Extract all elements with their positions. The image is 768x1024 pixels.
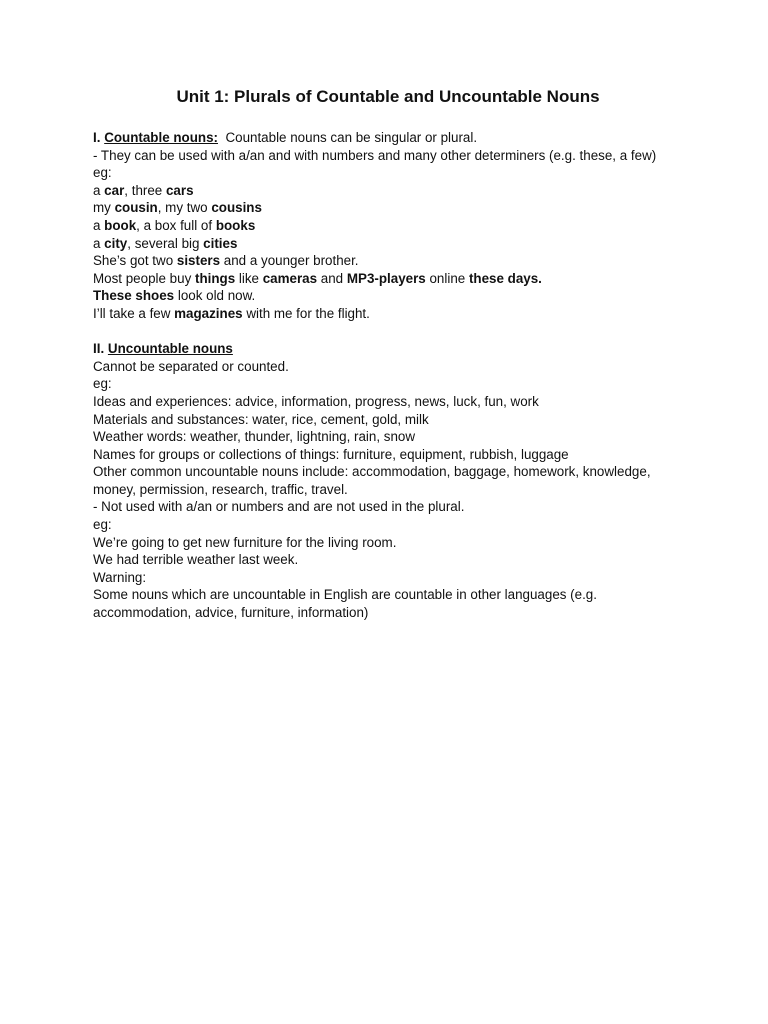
example-line: I’ll take a few magazines with me for the flight. <box>93 305 370 321</box>
section-spacer <box>93 323 683 341</box>
example-line: She’s got two sisters and a younger brother. <box>93 253 359 269</box>
section2-label: Uncountable nouns <box>107 341 233 357</box>
section2-line: Names for groups or collections of things: furniture, equipment, rubbish, luggage <box>93 446 569 462</box>
section2-line: We had terrible weather last week. <box>93 552 299 568</box>
section2-heading <box>93 340 683 358</box>
section2-number: II. <box>93 341 105 357</box>
section2-line: eg: <box>93 376 112 392</box>
section2-line: Ideas and experiences: advice, information, progress, news, luck, fun, work <box>93 393 539 409</box>
example-line: a city, several big cities <box>93 235 238 251</box>
example-line: a book, a box full of books <box>93 217 256 233</box>
example-line: my cousin, my two cousins <box>93 200 262 216</box>
page-title: Unit 1: Plurals of Countable and Uncountable Nouns <box>176 87 600 106</box>
example-line: a car, three cars <box>93 182 194 198</box>
section2-line: Other common uncountable nouns include: accommodation, baggage, homework, knowledge, money, permission, research, traffic, travel. <box>93 464 651 497</box>
section1-eg: eg: <box>93 165 112 181</box>
section2-line: eg: <box>93 517 112 533</box>
section2-line: Some nouns which are uncountable in English are countable in other languages (e.g. accommodation, advice, furniture, information) <box>93 587 597 621</box>
section2-line: Warning: <box>93 569 147 585</box>
section2-line: Cannot be separated or counted. <box>93 358 289 374</box>
example-line: These shoes look old now. <box>93 288 256 304</box>
section2-line: Materials and substances: water, rice, cement, gold, milk <box>93 411 429 427</box>
document-page <box>93 86 683 622</box>
section2-line: - Not used with a/an or numbers and are not used in the plural. <box>93 499 465 515</box>
section1-number: I. <box>93 130 101 145</box>
section1-definition: Countable nouns can be singular or plural. <box>225 130 478 145</box>
section1-note: - They can be used with a/an and with numbers and many other determiners (e.g. these, a few) <box>93 147 657 163</box>
section1-heading <box>93 129 683 147</box>
section2-line: Weather words: weather, thunder, lightning, rain, snow <box>93 429 416 445</box>
example-line: Most people buy things like cameras and MP3-players online these days. <box>93 270 542 286</box>
section1-label: Countable nouns: <box>104 130 218 145</box>
section2-line: We’re going to get new furniture for the living room. <box>93 534 397 550</box>
